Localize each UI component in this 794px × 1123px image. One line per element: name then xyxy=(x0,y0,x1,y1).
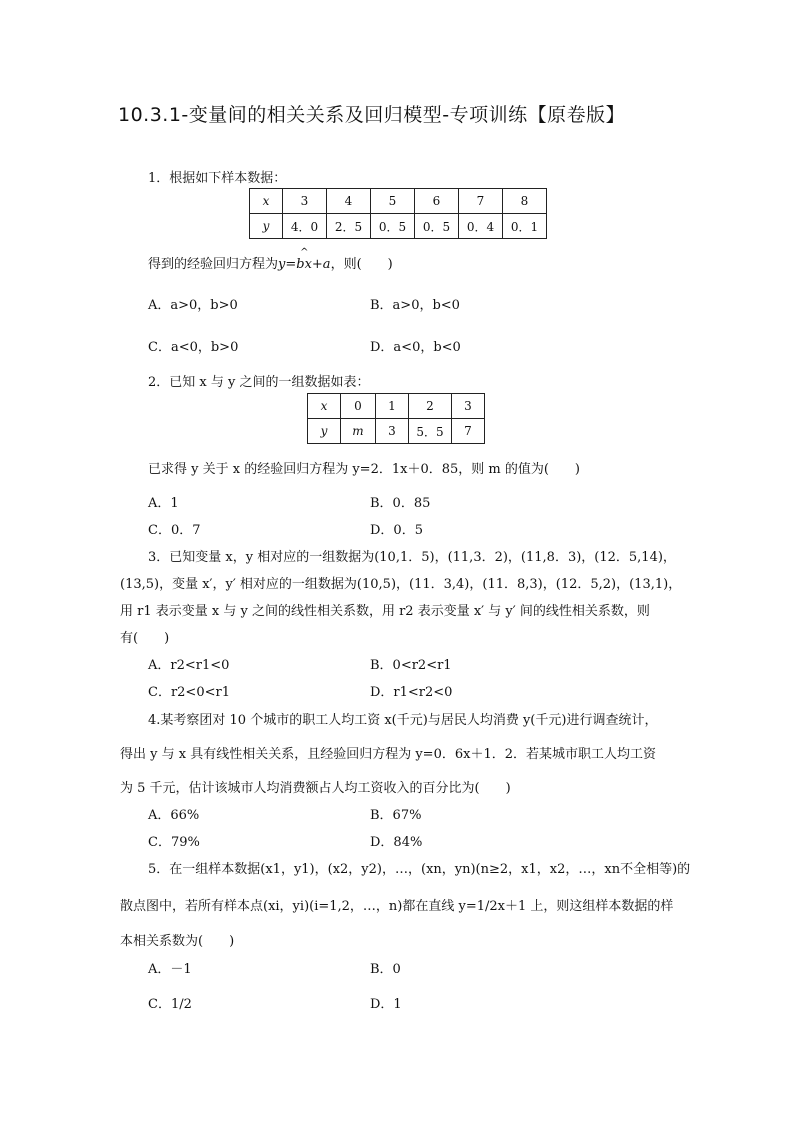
q5-option-d: D．1 xyxy=(370,997,402,1012)
q2-cell: y xyxy=(308,419,341,444)
q3-option-b: B．0<r2<r1 xyxy=(370,658,452,673)
q1-option-a: A．a>0，b>0 xyxy=(148,298,238,313)
q3-line1: 3．已知变量 x，y 相对应的一组数据为(10,1．5)，(11,3．2)，(11,8．3)，(12．5,14)， xyxy=(148,550,676,565)
q2-cell: 3 xyxy=(452,394,485,419)
q4-option-a: A．66% xyxy=(148,808,200,823)
q1-option-b: B．a>0，b<0 xyxy=(370,298,460,313)
q1-cell: 0．5 xyxy=(371,214,415,239)
q2-line: 已求得 y 关于 x 的经验回归方程为 y=2．1x＋0．85，则 m 的值为( ) xyxy=(148,462,580,477)
q2-option-a: A．1 xyxy=(148,496,179,511)
q1-cell: 0．5 xyxy=(415,214,459,239)
q1-data-table xyxy=(249,188,547,239)
q1-cell: 8 xyxy=(503,189,547,214)
q2-cell: 0 xyxy=(341,394,376,419)
q1-cell: 3 xyxy=(283,189,327,214)
q1-equation: ^ y=bx+a xyxy=(278,257,331,272)
q4-line3: 为 5 千元，估计该城市人均消费额占人均工资收入的百分比为( ) xyxy=(120,781,511,796)
q1-cell: 2．5 xyxy=(327,214,371,239)
q4-line1: 4.某考察团对 10 个城市的职工人均工资 x(千元)与居民人均消费 y(千元)进行调查统计， xyxy=(148,713,658,728)
q3-line4: 有( ) xyxy=(120,631,170,646)
q2-cell: 1 xyxy=(376,394,409,419)
q1-cell: 0．1 xyxy=(503,214,547,239)
q5-line3: 本相关系数为( ) xyxy=(120,934,235,949)
q1-option-d: D．a<0，b<0 xyxy=(370,340,461,355)
q1-equation-line xyxy=(148,253,393,272)
q1-text-a: 得到的经验回归方程为 xyxy=(148,257,279,272)
q2-cell: x xyxy=(308,394,341,419)
q2-cell: 5．5 xyxy=(409,419,452,444)
q3-option-c: C．r2<0<r1 xyxy=(148,685,230,700)
q4-line2: 得出 y 与 x 具有线性相关关系，且经验回归方程为 y=0．6x＋1．2．若某城市职工人均工资 xyxy=(120,747,656,762)
q4-option-c: C．79% xyxy=(148,835,200,850)
q2-option-c: C．0．7 xyxy=(148,523,201,538)
q3-option-d: D．r1<r2<0 xyxy=(370,685,453,700)
q1-cell: 0．4 xyxy=(459,214,503,239)
q1-cell: x xyxy=(250,189,283,214)
q4-option-d: D．84% xyxy=(370,835,423,850)
q2-stem: 2．已知 x 与 y 之间的一组数据如表： xyxy=(148,375,370,390)
q2-cell: 3 xyxy=(376,419,409,444)
q1-cell: y xyxy=(250,214,283,239)
q1-stem: 1．根据如下样本数据： xyxy=(148,171,287,186)
q1-cell: 6 xyxy=(415,189,459,214)
q3-line3: 用 r1 表示变量 x 与 y 之间的线性相关系数，用 r2 表示变量 x′ 与 y′ 间的线性相关系数，则 xyxy=(120,604,650,619)
q2-cell: 7 xyxy=(452,419,485,444)
q2-cell: m xyxy=(341,419,376,444)
q5-option-b: B．0 xyxy=(370,962,401,977)
q2-cell: 2 xyxy=(409,394,452,419)
q3-option-a: A．r2<r1<0 xyxy=(148,658,230,673)
q1-option-c: C．a<0，b>0 xyxy=(148,340,239,355)
q5-option-c: C．1/2 xyxy=(148,997,192,1012)
q4-option-b: B．67% xyxy=(370,808,422,823)
q1-cell: 4．0 xyxy=(283,214,327,239)
q5-line1: 5．在一组样本数据(x1，y1)，(x2，y2)，…，(xn，yn)(n≥2，x1，x2，…，xn不全相等)的 xyxy=(148,862,691,877)
q2-option-b: B．0．85 xyxy=(370,496,431,511)
q2-data-table xyxy=(307,393,485,444)
page-title: 10.3.1-变量间的相关关系及回归模型-专项训练【原卷版】 xyxy=(118,104,626,126)
q1-text-b: ，则( ) xyxy=(330,257,393,272)
q1-cell: 5 xyxy=(371,189,415,214)
q1-cell: 7 xyxy=(459,189,503,214)
q5-line2: 散点图中，若所有样本点(xi，yi)(i=1,2，…，n)都在直线 y=1/2x＋1 上，则这组样本数据的样 xyxy=(120,899,674,914)
q3-line2: (13,5)，变量 x′，y′ 相对应的一组数据为(10,5)，(11．3,4)，(11．8,3)，(12．5,2)，(13,1)， xyxy=(120,577,682,592)
q2-option-d: D．0．5 xyxy=(370,523,423,538)
q1-cell: 4 xyxy=(327,189,371,214)
q5-option-a: A．－1 xyxy=(148,962,192,977)
